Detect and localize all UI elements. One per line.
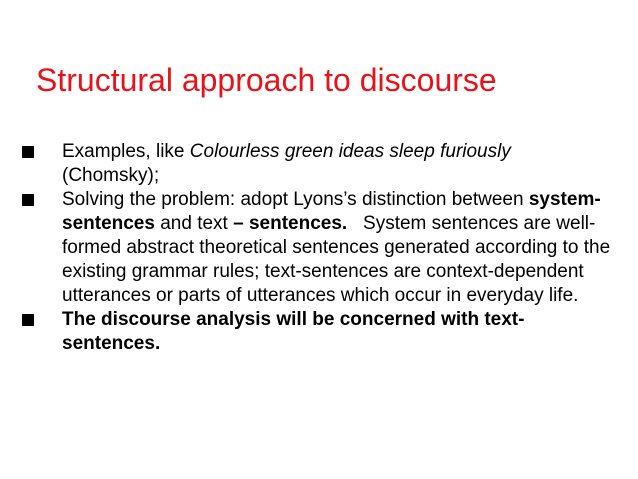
bullet-text-prefix: Examples, like bbox=[62, 141, 190, 162]
term-text-sentences: – sentences. bbox=[233, 213, 348, 234]
conclusion-text: The discourse analysis will be concerned with text-sentences. bbox=[62, 309, 525, 354]
bullet-item-examples bbox=[18, 140, 618, 188]
square-bullet-icon bbox=[22, 314, 34, 326]
bullet-item-conclusion bbox=[18, 308, 618, 356]
slide-title: Structural approach to discourse bbox=[36, 62, 497, 98]
square-bullet-icon bbox=[22, 146, 34, 158]
bullet-item-lyons-distinction bbox=[18, 188, 618, 308]
example-sentence: Colourless green ideas sleep furiously bbox=[189, 141, 511, 162]
bullet-text-prefix: Solving the problem: adopt Lyons’s distinction between bbox=[62, 189, 529, 210]
citation-chomsky: (Chomsky); bbox=[62, 165, 160, 186]
term-system-sentences: system-sentences bbox=[62, 189, 601, 234]
bullet-list bbox=[18, 140, 618, 356]
bullet-text-definition: System sentences are well-formed abstract theoretical sentences generated according to the existing grammar rules; text-sentences are context-dependent utterances or parts of utterances which occur in everyday life. bbox=[62, 213, 616, 306]
square-bullet-icon bbox=[22, 194, 34, 206]
bullet-text-middle: and text bbox=[154, 213, 234, 234]
